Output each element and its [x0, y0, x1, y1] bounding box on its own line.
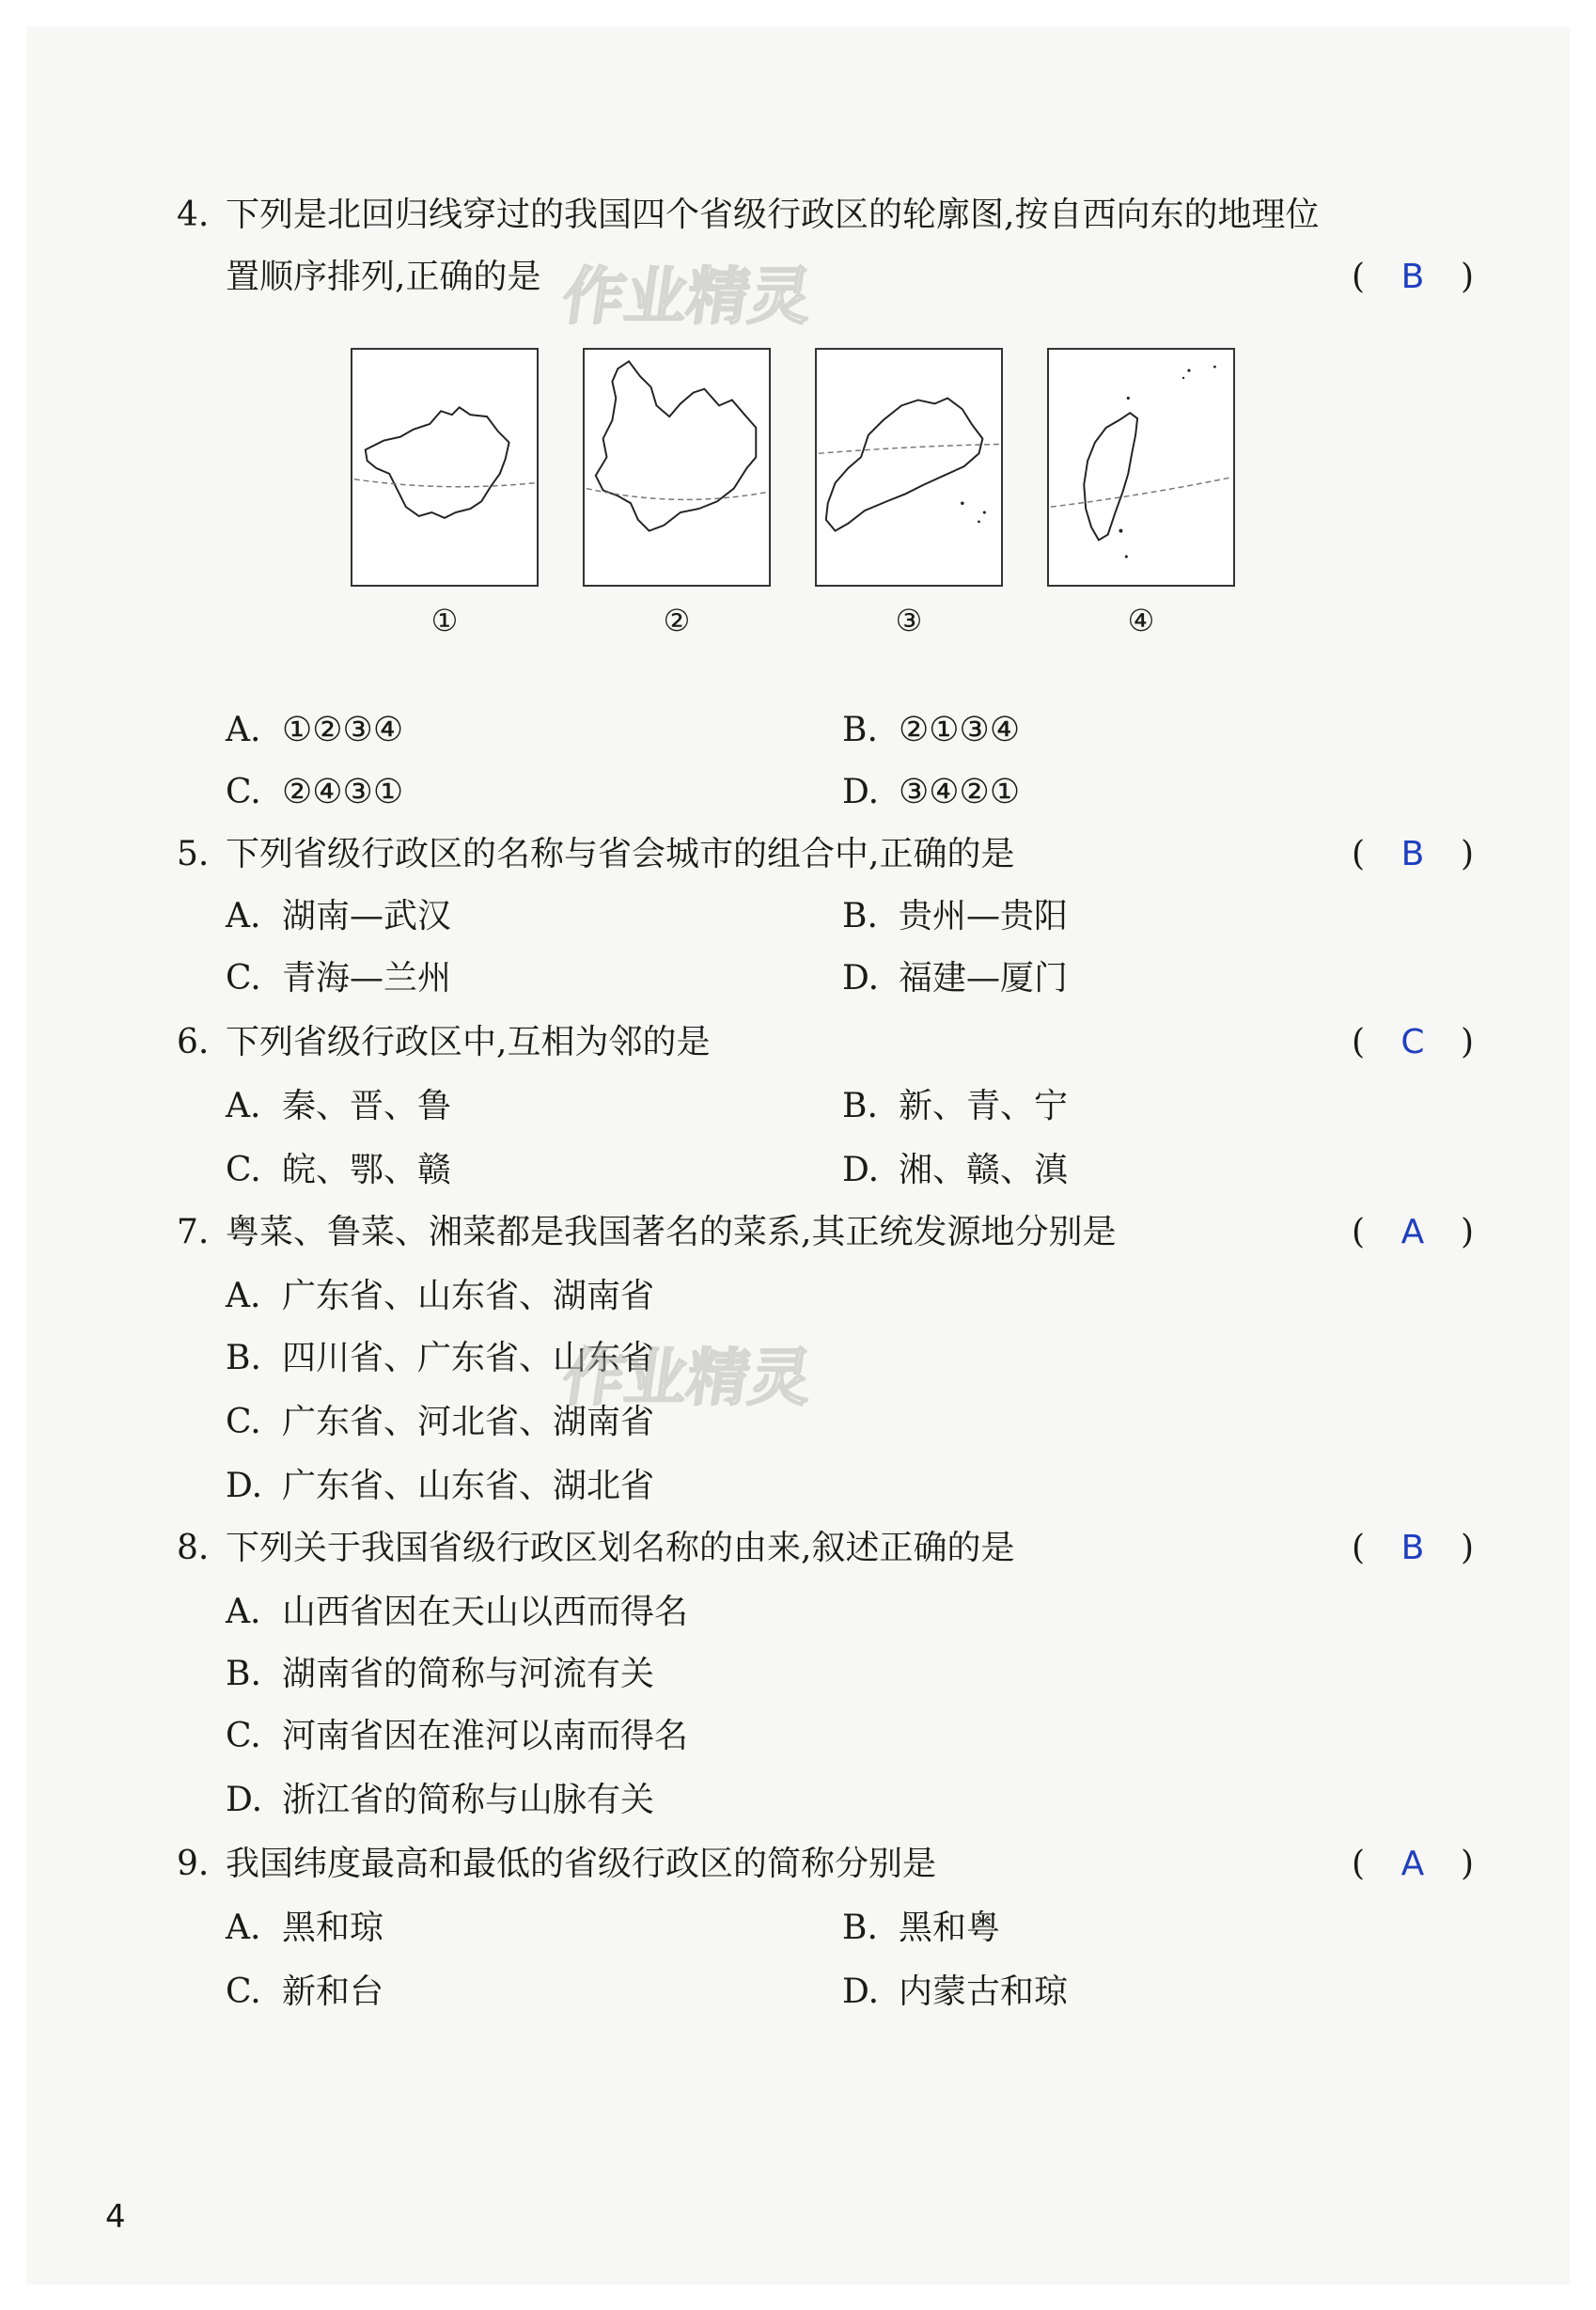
- option-a: A. 广东省、山东省、湖南省: [226, 1277, 655, 1315]
- option-b: B. 湖南省的简称与河流有关: [226, 1655, 655, 1693]
- question-text: 下列关于我国省级行政区划名称的由来,叙述正确的是: [226, 1529, 1015, 1567]
- question-number: 5.: [177, 835, 210, 873]
- question-8-answer: ( B ): [1352, 1517, 1474, 1579]
- question-4-stem: [177, 184, 1319, 246]
- watermark: 作业精灵: [557, 260, 817, 333]
- answer-value: B: [1400, 1529, 1425, 1567]
- answer-value: A: [1400, 1845, 1425, 1883]
- option-b: B. 新、青、宁: [842, 1087, 1069, 1125]
- answer-close-paren: ): [1460, 258, 1474, 296]
- province-map-yunnan: [583, 348, 771, 587]
- question-9-stem: [177, 1833, 936, 1895]
- option-c: C. 青海—兰州: [226, 959, 452, 998]
- question-number: 9.: [177, 1845, 210, 1883]
- question-8-stem: [177, 1517, 1014, 1579]
- answer-open-paren: (: [1352, 258, 1366, 296]
- question-number: 6.: [177, 1023, 210, 1061]
- map-caption-3: ③: [895, 603, 923, 638]
- watermark: 作业精灵: [557, 1342, 817, 1414]
- page-number: 4: [105, 2198, 126, 2236]
- question-7-stem: [177, 1202, 1116, 1264]
- option-c: C. 新和台: [226, 1972, 384, 2011]
- province-map-guangdong: [815, 348, 1003, 587]
- map-caption-4: ④: [1127, 603, 1155, 638]
- option-c: C. 河南省因在淮河以南而得名: [226, 1717, 689, 1755]
- option-a: A. 湖南—武汉: [226, 897, 452, 935]
- question-9-answer: ( A ): [1352, 1833, 1474, 1895]
- question-5-stem: [177, 824, 1014, 886]
- option-b: B. ②①③④: [842, 711, 1021, 749]
- answer-value: B: [1400, 835, 1425, 873]
- question-4-answer: [1352, 246, 1474, 308]
- option-d: D. ③④②①: [842, 773, 1021, 811]
- province-outline-image: [585, 350, 769, 585]
- map-caption-1: ①: [430, 603, 459, 638]
- option-d: D. 内蒙古和琼: [842, 1972, 1069, 2011]
- question-6-answer: ( C ): [1352, 1012, 1474, 1074]
- answer-value: C: [1400, 1023, 1425, 1061]
- answer-value: B: [1400, 258, 1425, 296]
- option-a: A. 黑和琼: [226, 1909, 384, 1947]
- option-b: B. 四川省、广东省、山东省: [226, 1339, 655, 1377]
- question-number: 4.: [177, 196, 210, 234]
- province-outline-image: [352, 350, 537, 585]
- question-5-answer: ( B ): [1352, 824, 1474, 886]
- question-text: 下列省级行政区中,互相为邻的是: [226, 1023, 711, 1061]
- answer-value: A: [1400, 1213, 1425, 1251]
- option-d: D. 广东省、山东省、湖北省: [226, 1467, 655, 1505]
- question-4-stem-continued: 置顺序排列,正确的是: [226, 258, 541, 296]
- option-c: C. ②④③①: [226, 773, 404, 811]
- option-d: D. 福建—厦门: [842, 959, 1069, 998]
- question-7-answer: ( A ): [1352, 1202, 1474, 1264]
- province-map-guangxi: [351, 348, 539, 587]
- option-a: A. 山西省因在天山以西而得名: [226, 1593, 689, 1631]
- option-a: A. ①②③④: [226, 711, 404, 749]
- question-text: 下列省级行政区的名称与省会城市的组合中,正确的是: [226, 835, 1015, 873]
- option-d: D. 浙江省的简称与山脉有关: [226, 1781, 655, 1819]
- map-caption-2: ②: [663, 603, 691, 638]
- province-outline-image: [1049, 350, 1233, 585]
- option-b: B. 黑和粤: [842, 1909, 1001, 1947]
- question-text: 粤菜、鲁菜、湘菜都是我国著名的菜系,其正统发源地分别是: [226, 1213, 1117, 1251]
- province-map-taiwan: [1047, 348, 1235, 587]
- option-c: C. 广东省、河北省、湖南省: [226, 1403, 655, 1441]
- option-d: D. 湘、赣、滇: [842, 1151, 1069, 1189]
- question-text: 我国纬度最高和最低的省级行政区的简称分别是: [226, 1845, 937, 1883]
- question-6-stem: [177, 1012, 710, 1074]
- question-number: 8.: [177, 1529, 210, 1567]
- option-a: A. 秦、晋、鲁: [226, 1087, 452, 1125]
- option-b: B. 贵州—贵阳: [842, 897, 1069, 935]
- option-c: C. 皖、鄂、赣: [226, 1151, 452, 1189]
- province-outline-image: [817, 350, 1001, 585]
- question-number: 7.: [177, 1213, 210, 1251]
- question-text: 下列是北回归线穿过的我国四个省级行政区的轮廓图,按自西向东的地理位: [226, 196, 1320, 234]
